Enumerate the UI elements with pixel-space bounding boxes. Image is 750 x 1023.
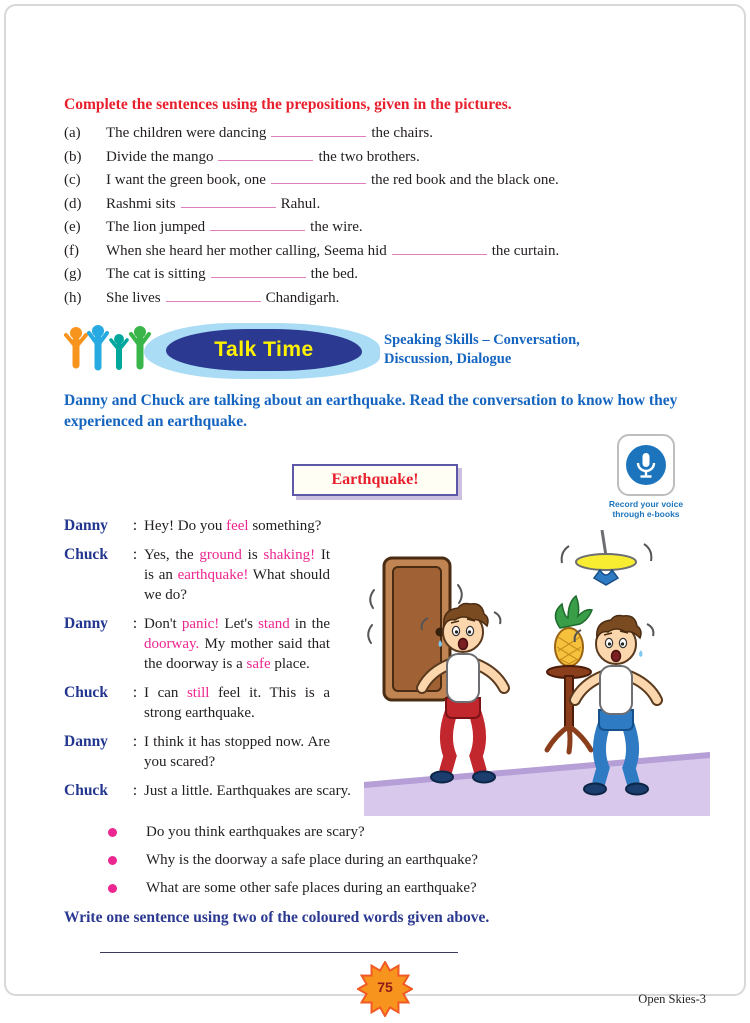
earthquake-title-row (64, 448, 706, 519)
fill-blank (271, 170, 366, 184)
dialogue-text: I think it has stopped now. Are you scared? (144, 733, 330, 770)
bullet-icon (108, 828, 117, 837)
question-item (64, 822, 706, 843)
dialogue-text: Hey! Do you feel something? (144, 517, 322, 534)
dialogue-colon: : (132, 516, 138, 534)
speaker-name: Chuck (64, 781, 108, 799)
item-label: (e) (64, 219, 81, 235)
dialogue-text: Yes, the ground is shaking! It is an earthquake! What should we do? (144, 546, 330, 603)
speaker-name: Danny (64, 516, 108, 534)
fill-blank (271, 123, 366, 137)
fill-blank (181, 194, 276, 208)
exercise-item (64, 146, 706, 170)
bullet-icon (108, 884, 117, 893)
page-number: 75 (377, 978, 393, 995)
textbook-page (64, 0, 706, 1023)
item-label: (c) (64, 172, 81, 188)
exercise-item (64, 122, 706, 146)
item-text: She lives Chandigarh. (106, 289, 340, 306)
item-label: (g) (64, 266, 82, 282)
bullet-icon (108, 856, 117, 865)
item-text: I want the green book, one the red book and the black one. (106, 172, 559, 188)
fill-blank (166, 288, 261, 302)
dialogue-colon: : (132, 545, 138, 563)
item-text: Rashmi sits Rahul. (106, 195, 321, 212)
item-label: (d) (64, 195, 82, 212)
item-label: (b) (64, 148, 82, 165)
fill-blank (218, 147, 313, 161)
item-text: Divide the mango the two brothers. (106, 148, 420, 165)
speaker-name: Chuck (64, 683, 108, 701)
exercise-heading: Complete the sentences using the prepositions, given in the pictures. (64, 96, 512, 113)
microphone-icon (624, 443, 668, 487)
exercise-list (64, 122, 706, 310)
dialogue-colon: : (132, 614, 138, 632)
question-text: Why is the doorway a safe place during an earthquake? (146, 851, 478, 868)
item-text: The lion jumped the wire. (106, 219, 363, 235)
people-icon (64, 323, 156, 377)
exercise-item (64, 193, 706, 217)
dialogue-text: Don't panic! Let's stand in the doorway. My mother said that the doorway is a safe place. (144, 615, 331, 672)
dialogue-colon: : (132, 781, 138, 799)
skills-line-1: Speaking Skills – Conversation, (384, 332, 580, 348)
speaker-name: Danny (64, 732, 108, 750)
exercise-item (64, 263, 706, 287)
earthquake-illustration (364, 530, 710, 816)
question-text: Do you think earthquakes are scary? (146, 823, 365, 840)
exercise-item (64, 287, 706, 311)
answer-line (100, 951, 458, 953)
item-text: When she heard her mother calling, Seema hid the curtain. (106, 242, 560, 259)
page-footer (64, 959, 706, 1023)
write-prompt: Write one sentence using two of the coloured words given above. (64, 908, 490, 926)
talk-time-section (64, 322, 706, 378)
exercise-item (64, 169, 706, 193)
conversation-intro: Danny and Chuck are talking about an earthquake. Read the conversation to know how they experienced an earthquake. (64, 392, 678, 430)
dialogue-colon: : (132, 683, 138, 701)
dialogue-text: I can still feel it. This is a strong earthquake. (144, 684, 330, 721)
question-item (64, 850, 706, 871)
item-text: The children were dancing the chairs. (106, 125, 433, 141)
item-label: (h) (64, 289, 82, 306)
exercise-item (64, 240, 706, 264)
item-label: (f) (64, 242, 79, 259)
item-text: The cat is sitting the bed. (106, 266, 359, 282)
record-voice-caption: Record your voice through e-books (608, 498, 684, 519)
discussion-questions (64, 822, 706, 899)
item-label: (a) (64, 125, 81, 141)
question-text: What are some other safe places during an earthquake? (146, 879, 477, 896)
record-voice-widget (600, 434, 692, 519)
book-title: Open Skies-3 (638, 991, 706, 1006)
conversation-section (64, 516, 706, 822)
dialogue-colon: : (132, 732, 138, 750)
fill-blank (210, 217, 305, 231)
skills-line-2: Discussion, Dialogue (384, 351, 512, 367)
question-item (64, 878, 706, 899)
fill-blank (211, 264, 306, 278)
fill-blank (392, 241, 487, 255)
earthquake-title-box: Earthquake! (292, 464, 458, 496)
dialogue-text: Just a little. Earthquakes are scary. (144, 782, 351, 799)
talk-time-label: Talk Time (166, 329, 362, 371)
record-voice-button[interactable] (617, 434, 675, 496)
skills-text (384, 331, 580, 369)
speaker-name: Danny (64, 614, 108, 632)
exercise-item (64, 216, 706, 240)
talk-time-badge (160, 327, 368, 373)
speaker-name: Chuck (64, 545, 108, 563)
